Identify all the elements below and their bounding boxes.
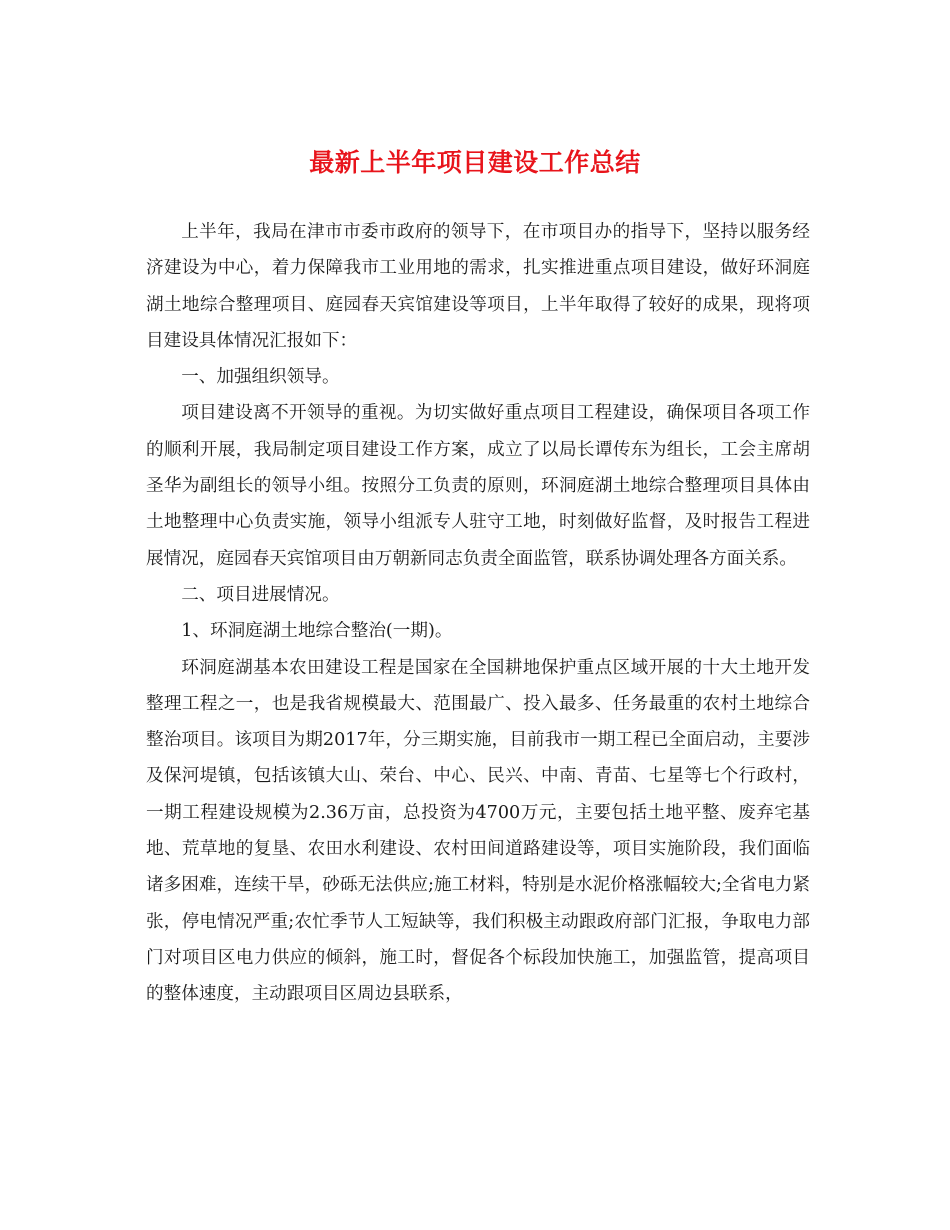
section-heading-organization: 一、加强组织领导。 (181, 367, 340, 388)
paragraph-dongting: 环洞庭湖基本农田建设工程是国家在全国耕地保护重点区域开展的十大土地开发整理工程之一，也是我省规模最大、范围最广、投入最多、任务最重的农村土地综合整治项目。该项目为期2017年，分三期实施，目前我市一期工程已全面启动，主要涉及保河堤镇，包括该镇大山、荣台、中心、民兴、中南、青苗、七星等七个行政村，一期工程建设规模为2.36万亩，总投资为4700万元，主要包括土地平整、废弃宅基地、荒草地的复垦、农田水利建设、农村田间道路建设等，项目实施阶段，我们面临诸多困难，连续干旱，砂砾无法供应;施工材料，特别是水泥价格涨幅较大;全省电力紧张，停电情况严重;农忙季节人工短缺等，我们积极主动跟政府部门汇报，争取电力部门对项目区电力供应的倾斜，施工时，督促各个标段加快施工，加强监管，提高项目的整体速度，主动跟项目区周边县联系， (146, 657, 810, 1005)
paragraph-intro: 上半年，我局在津市市委市政府的领导下，在市项目办的指导下，坚持以服务经济建设为中心，着力保障我市工业用地的需求，扎实推进重点项目建设，做好环洞庭湖土地综合整理项目、庭园春天宾馆建设等项目，上半年取得了较好的成果，现将项目建设具体情况汇报如下： (146, 222, 810, 351)
document-body (146, 214, 810, 1013)
paragraph-organization: 项目建设离不开领导的重视。为切实做好重点项目工程建设，确保项目各项工作的顺利开展，我局制定项目建设工作方案，成立了以局长谭传东为组长，工会主席胡圣华为副组长的领导小组。按照分工负责的原则，环洞庭湖土地综合整理项目具体由土地整理中心负责实施，领导小组派专人驻守工地，时刻做好监督，及时报告工程进展情况，庭园春天宾馆项目由万朝新同志负责全面监管，联系协调处理各方面关系。 (146, 403, 810, 569)
section-heading-progress: 二、项目进展情况。 (181, 584, 340, 605)
subsection-heading-dongting: 1、环洞庭湖土地综合整治(一期)。 (181, 621, 453, 642)
document-title: 最新上半年项目建设工作总结 (309, 148, 641, 177)
